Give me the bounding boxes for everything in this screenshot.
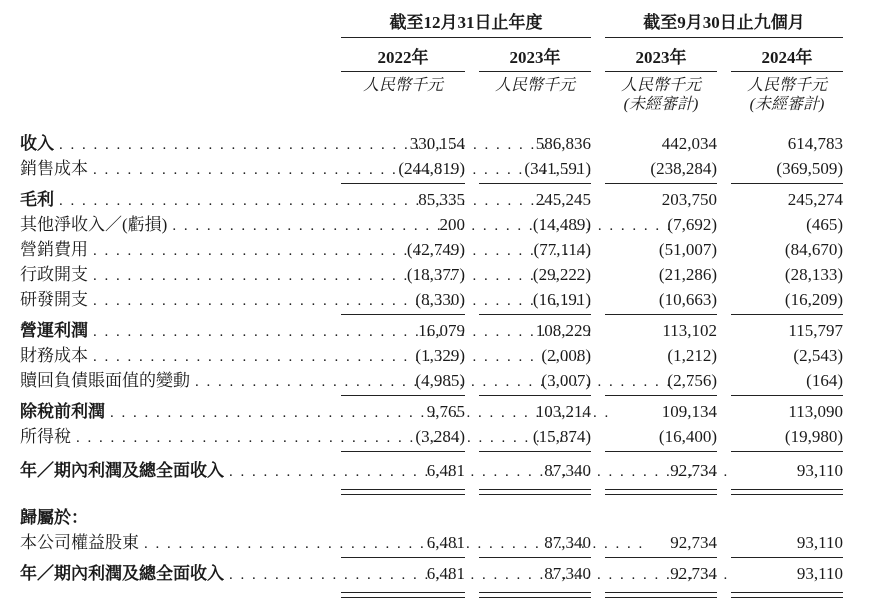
double-rule <box>731 489 843 495</box>
row-attributable-to <box>20 505 876 530</box>
rule-cell <box>605 449 717 452</box>
double-rule <box>479 489 591 495</box>
single-rule <box>341 314 465 315</box>
rule-cell <box>341 555 465 558</box>
row-label-cell <box>20 458 337 485</box>
double-rule <box>341 592 465 598</box>
single-rule <box>731 395 843 396</box>
single-rule <box>341 183 465 184</box>
row-label: 贖回負債賬面值的變動 <box>20 371 190 390</box>
single-rule <box>731 557 843 558</box>
cell-9m2024: 245,274 <box>787 190 843 209</box>
row-label-cell <box>20 561 337 588</box>
row-cost-of-sales <box>20 156 876 181</box>
cell-fy2023: 108,229 <box>535 321 591 340</box>
cell-9m2023: (2,756) <box>667 371 717 390</box>
row-label-cell <box>20 131 337 158</box>
rule-cell <box>479 181 591 184</box>
row-administrative-expenses <box>20 262 876 287</box>
cell-9m2024: 93,110 <box>796 533 843 552</box>
row-label-cell <box>20 318 337 345</box>
single-rule <box>605 314 717 315</box>
header-period-groups <box>20 8 876 38</box>
rule-cell <box>341 449 465 452</box>
cell-9m2023: (238,284) <box>650 159 717 178</box>
double-rule <box>605 489 717 495</box>
cell-fy2023: 103,214 <box>535 402 591 421</box>
cell-9m2024: (28,133) <box>784 265 843 284</box>
row-other-net-income-loss <box>20 212 876 237</box>
rule-cell <box>731 312 843 315</box>
rule-row <box>20 586 876 601</box>
single-rule <box>731 451 843 452</box>
cell-9m2024: (2,543) <box>793 346 843 365</box>
rule-cell <box>479 312 591 315</box>
cell-fy2023: 87,340 <box>544 533 591 552</box>
header-years <box>20 43 876 72</box>
row-label-cell <box>20 530 337 557</box>
row-label: 收入 <box>20 134 54 153</box>
row-profit-before-tax <box>20 399 876 424</box>
unit-label: 人民幣千元 <box>362 77 443 94</box>
single-rule <box>479 395 591 396</box>
unit-label: 人民幣千元 <box>494 77 575 94</box>
row-change-in-redemption-liabilities <box>20 368 876 393</box>
rule-cell <box>479 590 591 598</box>
rule-cell <box>731 181 843 184</box>
cell-fy2022: (8,330) <box>415 290 465 309</box>
single-rule <box>479 557 591 558</box>
cell-fy2022: (3,284) <box>415 427 465 446</box>
unaudited-label: (未經審計) <box>623 96 699 113</box>
single-rule <box>605 183 717 184</box>
rule-cell <box>731 393 843 396</box>
cell-9m2023: 113,102 <box>662 321 717 340</box>
single-rule <box>605 557 717 558</box>
row-finance-costs <box>20 343 876 368</box>
row-profit-and-total-comprehensive-income-attributable <box>20 561 876 586</box>
single-rule <box>479 451 591 452</box>
period-group-annual <box>341 8 591 38</box>
header-unaudited <box>20 95 876 114</box>
cell-9m2023: (1,212) <box>667 346 717 365</box>
single-rule <box>341 395 465 396</box>
cell-9m2023: (21,286) <box>658 265 717 284</box>
cell-fy2022: 200 <box>439 215 465 234</box>
row-label: 年／期內利潤及總全面收入 <box>20 461 224 480</box>
row-label: 本公司權益股東 <box>20 533 139 552</box>
rule-cell <box>341 590 465 598</box>
single-rule <box>479 183 591 184</box>
row-label-cell <box>20 287 337 314</box>
cell-fy2023: 87,340 <box>544 461 591 480</box>
rule-cell <box>479 487 591 495</box>
rule-cell <box>605 590 717 598</box>
single-rule <box>479 314 591 315</box>
cell-fy2022: 330,154 <box>409 134 465 153</box>
cell-9m2023: 109,134 <box>661 402 717 421</box>
rule-cell <box>479 393 591 396</box>
row-label: 營銷費用 <box>20 240 88 259</box>
cell-fy2022: 6,481 <box>426 533 465 552</box>
rule-cell <box>605 555 717 558</box>
row-label: 研發開支 <box>20 290 88 309</box>
cell-fy2022: 16,079 <box>418 321 465 340</box>
year-header-2022: 2022年 <box>341 43 465 72</box>
row-label: 年／期內利潤及總全面收入 <box>20 564 224 583</box>
cell-fy2022: (1,329) <box>415 346 465 365</box>
row-revenue <box>20 131 876 156</box>
rule-cell <box>605 393 717 396</box>
cell-fy2023: (77,114) <box>533 240 591 259</box>
row-label: 行政開支 <box>20 265 88 284</box>
row-gross-profit <box>20 187 876 212</box>
rule-cell <box>605 312 717 315</box>
rule-cell <box>341 181 465 184</box>
unit-label: 人民幣千元 <box>620 77 701 94</box>
cell-fy2023: (15,874) <box>532 427 591 446</box>
cell-fy2022: (18,377) <box>406 265 465 284</box>
cell-fy2023: 87,340 <box>544 564 591 583</box>
rule-cell <box>731 590 843 598</box>
row-label: 其他淨收入／(虧損) <box>20 215 168 234</box>
year-header-2024-9m: 2024年 <box>731 43 843 72</box>
row-label: 歸屬於： <box>20 508 88 527</box>
rule-cell <box>341 393 465 396</box>
cell-fy2023: (16,191) <box>532 290 591 309</box>
row-label-cell <box>20 505 337 530</box>
cell-fy2022: 85,335 <box>418 190 465 209</box>
header-units <box>20 76 876 95</box>
rule-cell <box>605 487 717 495</box>
single-rule <box>341 451 465 452</box>
period-group-title: 截至12月31日止年度 <box>389 13 543 32</box>
cell-fy2022: 9,765 <box>426 402 465 421</box>
row-label-cell <box>20 156 337 183</box>
row-label: 除稅前利潤 <box>20 402 105 421</box>
single-rule <box>731 183 843 184</box>
rule-cell <box>605 181 717 184</box>
single-rule <box>731 314 843 315</box>
row-label: 銷售成本 <box>20 159 88 178</box>
rule-cell <box>731 555 843 558</box>
row-label-cell <box>20 212 337 239</box>
period-group-interim <box>605 8 843 38</box>
cell-9m2024: (19,980) <box>784 427 843 446</box>
cell-9m2024: 113,090 <box>788 402 843 421</box>
cell-fy2022: (42,749) <box>406 240 465 259</box>
cell-9m2023: (16,400) <box>658 427 717 446</box>
row-label-cell <box>20 237 337 264</box>
year-header-2023: 2023年 <box>479 43 591 72</box>
row-label: 營運利潤 <box>20 321 88 340</box>
year-header-2023-9m: 2023年 <box>605 43 717 72</box>
rule-cell <box>479 449 591 452</box>
cell-9m2023: 92,734 <box>670 533 717 552</box>
rule-cell <box>731 449 843 452</box>
cell-fy2022: (4,985) <box>415 371 465 390</box>
cell-fy2022: (244,819) <box>398 159 465 178</box>
row-label: 毛利 <box>20 190 54 209</box>
cell-fy2023: 245,245 <box>535 190 591 209</box>
cell-9m2023: (7,692) <box>667 215 717 234</box>
cell-9m2024: 115,797 <box>788 321 843 340</box>
rule-cell <box>479 555 591 558</box>
row-income-tax <box>20 424 876 449</box>
row-profit-and-total-comprehensive-income <box>20 458 876 483</box>
single-rule <box>605 395 717 396</box>
cell-9m2024: 93,110 <box>796 564 843 583</box>
cell-fy2023: (341,591) <box>524 159 591 178</box>
row-rd-expenses <box>20 287 876 312</box>
cell-9m2024: (369,509) <box>776 159 843 178</box>
single-rule <box>605 451 717 452</box>
row-label-cell <box>20 424 337 451</box>
cell-fy2023: (3,007) <box>541 371 591 390</box>
double-rule <box>479 592 591 598</box>
cell-9m2024: 93,110 <box>796 461 843 480</box>
row-label-cell <box>20 399 337 426</box>
cell-9m2023: 203,750 <box>661 190 717 209</box>
cell-9m2023: 442,034 <box>661 134 717 153</box>
double-rule <box>341 489 465 495</box>
cell-9m2024: (164) <box>806 371 843 390</box>
row-label: 財務成本 <box>20 346 88 365</box>
cell-9m2024: 614,783 <box>787 134 843 153</box>
rule-cell <box>341 312 465 315</box>
row-marketing-expenses <box>20 237 876 262</box>
cell-9m2023: (10,663) <box>658 290 717 309</box>
double-rule <box>605 592 717 598</box>
unaudited-label: (未經審計) <box>749 96 825 113</box>
row-label-cell <box>20 343 337 370</box>
cell-9m2024: (16,209) <box>784 290 843 309</box>
period-group-title: 截至9月30日止九個月 <box>643 13 805 32</box>
row-operating-profit <box>20 318 876 343</box>
cell-fy2023: (14,489) <box>532 215 591 234</box>
cell-fy2023: (29,222) <box>532 265 591 284</box>
row-label: 所得稅 <box>20 427 71 446</box>
cell-9m2024: (465) <box>806 215 843 234</box>
cell-fy2023: (2,008) <box>541 346 591 365</box>
row-label-cell <box>20 187 337 214</box>
cell-9m2023: (51,007) <box>658 240 717 259</box>
rule-cell <box>731 487 843 495</box>
rule-cell <box>341 487 465 495</box>
cell-fy2023: 586,836 <box>535 134 591 153</box>
double-rule <box>731 592 843 598</box>
cell-fy2022: 6,481 <box>426 564 465 583</box>
cell-9m2023: 92,734 <box>670 461 717 480</box>
cell-9m2023: 92,734 <box>670 564 717 583</box>
rule-row <box>20 483 876 498</box>
row-equity-shareholders <box>20 530 876 555</box>
unit-label: 人民幣千元 <box>746 77 827 94</box>
cell-fy2022: 6,481 <box>426 461 465 480</box>
cell-9m2024: (84,670) <box>784 240 843 259</box>
row-label-cell <box>20 368 337 395</box>
single-rule <box>341 557 465 558</box>
row-label-cell <box>20 262 337 289</box>
